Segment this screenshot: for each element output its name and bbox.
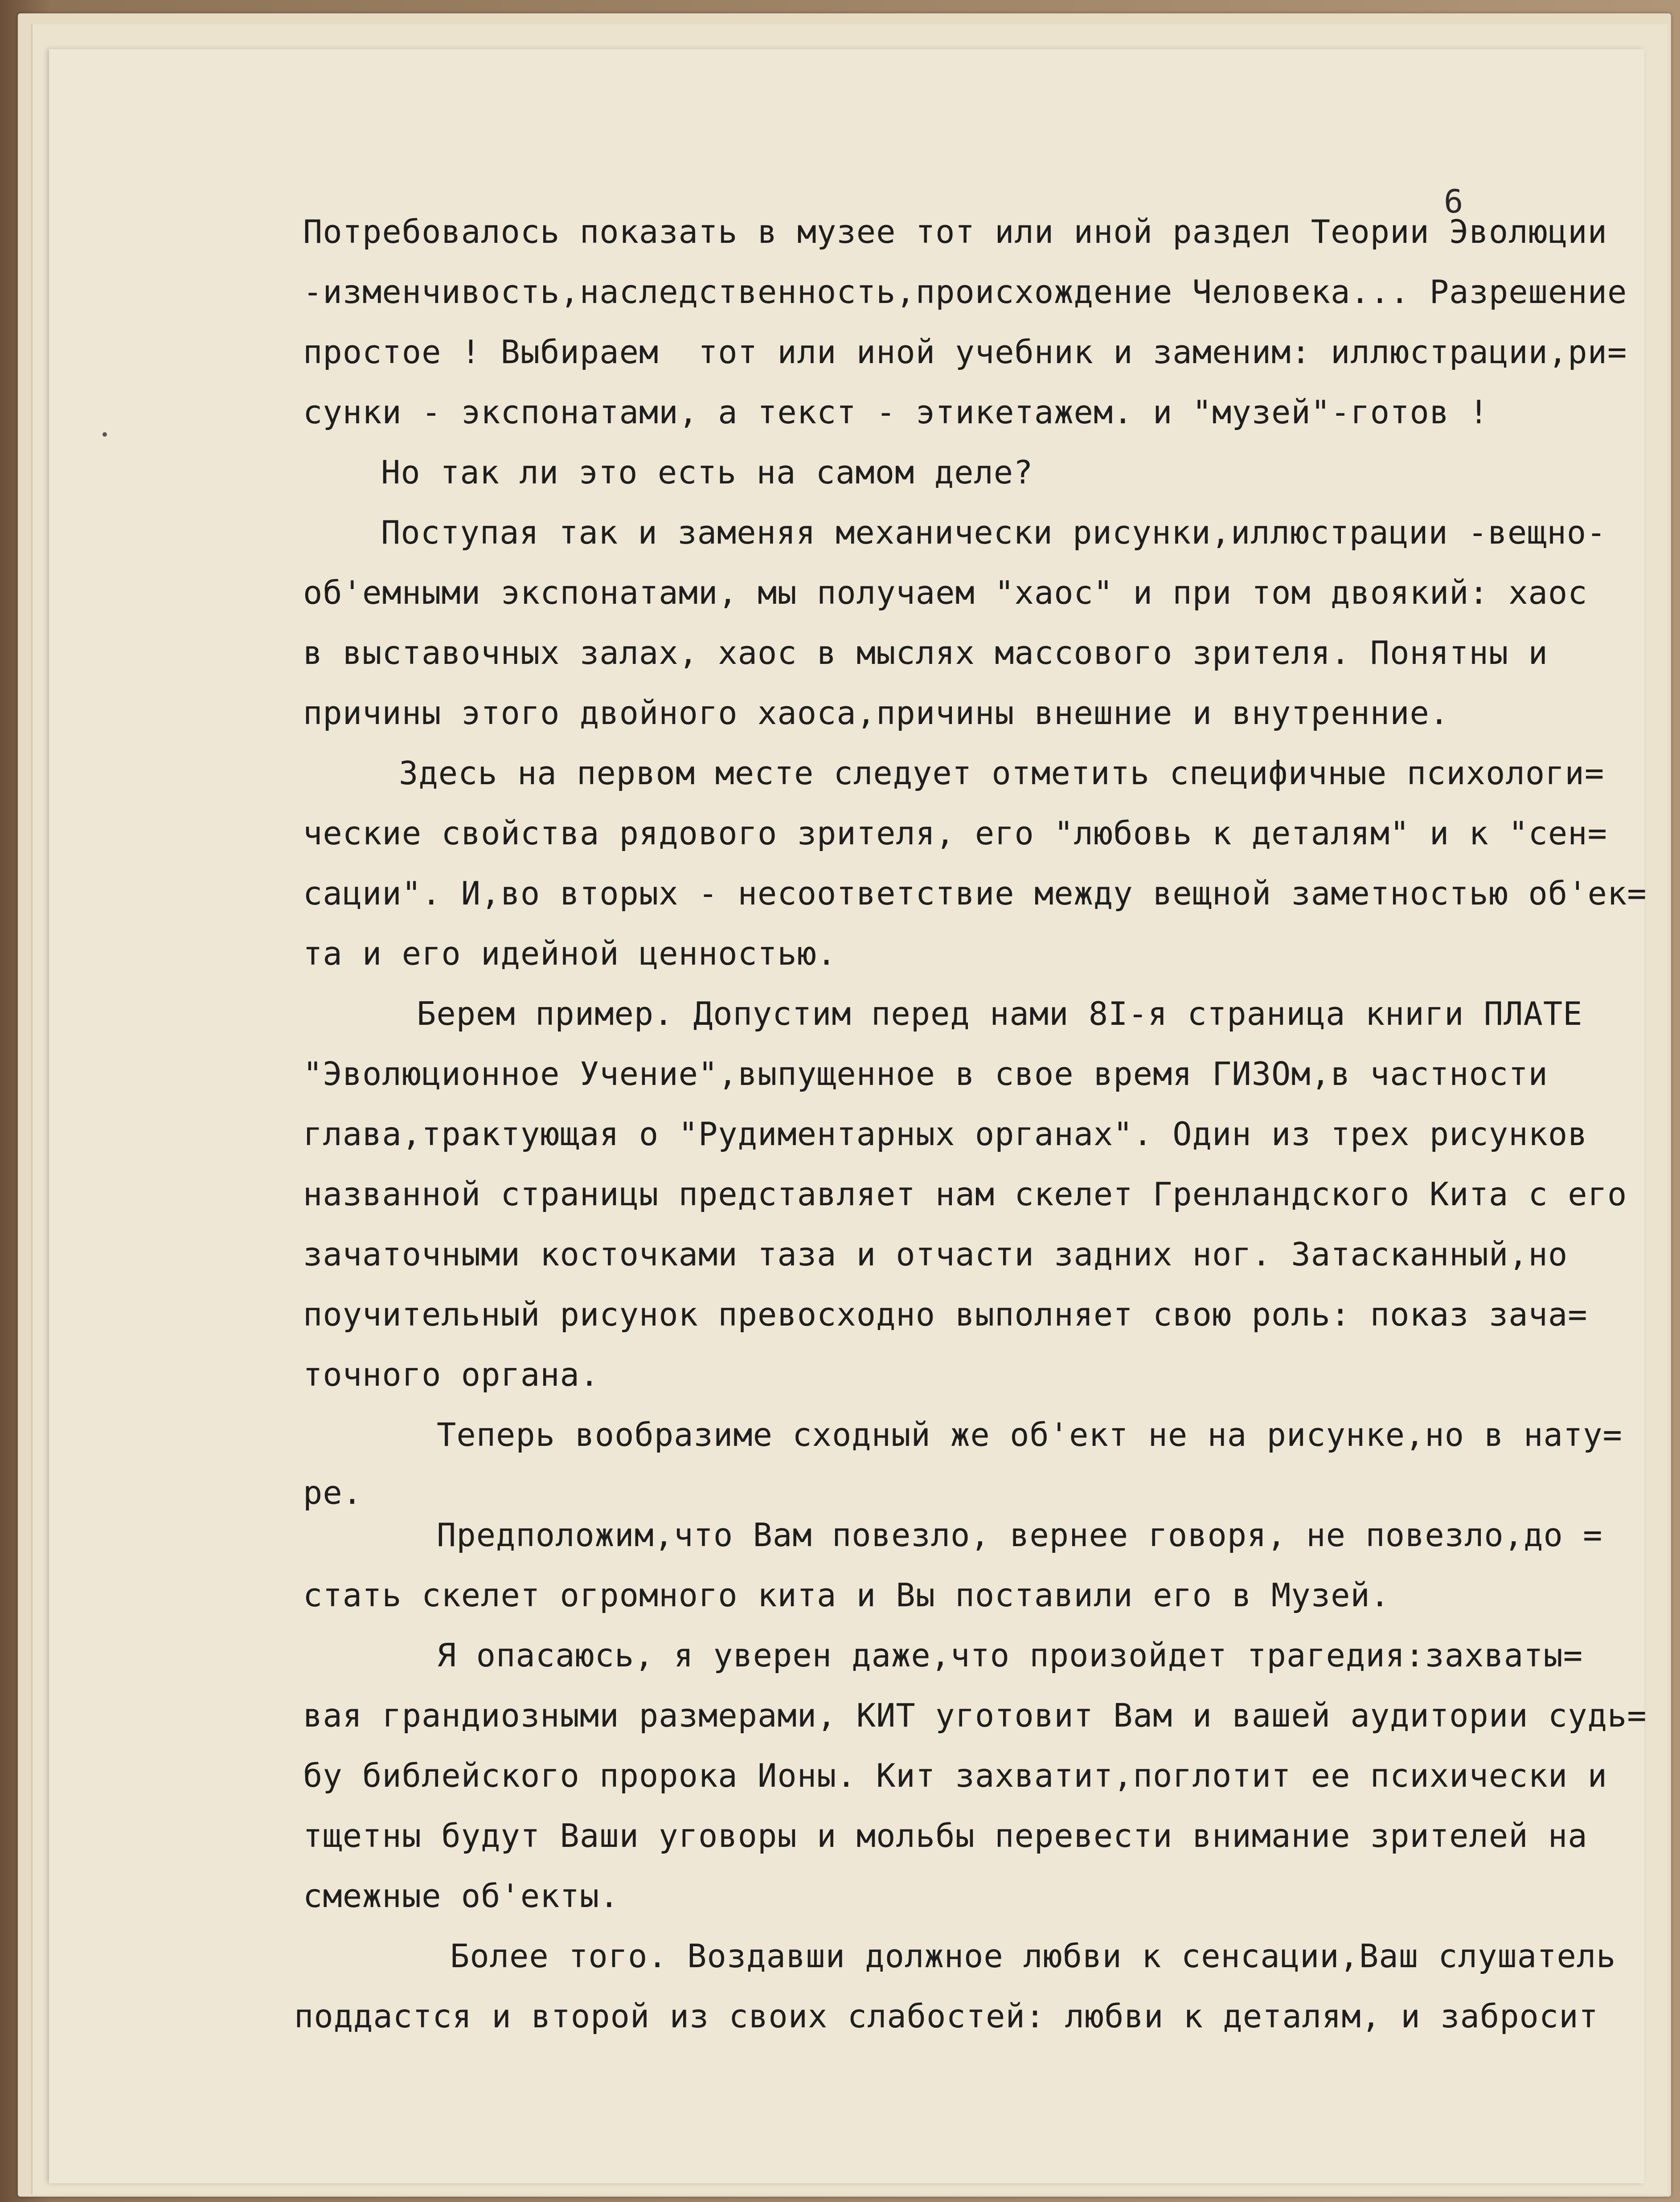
text-line: названной страницы представляет нам скелет Гренландского Кита с его	[303, 1175, 1627, 1213]
text-line: сации". И,во вторых - несоответствие между вещной заметностью об'ек=	[303, 875, 1647, 912]
text-line: Но так ли это есть на самом деле?	[381, 454, 1033, 491]
text-line: "Эволюционное Учение",выпущенное в свое время ГИЗОм,в частности	[303, 1055, 1548, 1093]
text-line: ческие свойства рядового зрителя, его "любовь к деталям" и к "сен=	[303, 814, 1607, 852]
text-line: в выставочных залах, хаос в мыслях массового зрителя. Понятны и	[303, 634, 1548, 671]
text-line: -изменчивость,наследственность,происхождение Человека... Разрешение	[303, 273, 1627, 311]
text-line: простое ! Выбираем тот или иной учебник и заменим: иллюстрации,ри=	[303, 333, 1627, 371]
text-line: сунки - экспонатами, а текст - этикетажем. и "музей"-готов !	[303, 393, 1489, 431]
text-line: Предположим,что Вам повезло, вернее говоря, не повезло,до =	[437, 1516, 1603, 1554]
text-line: Потребовалось показать в музее тот или иной раздел Теории Эволюции	[303, 213, 1607, 250]
text-line: стать скелет огромного кита и Вы поставили его в Музей.	[303, 1576, 1390, 1614]
ink-dot	[102, 432, 107, 437]
text-line: глава,трактующая о "Рудиментарных органах". Один из трех рисунков	[303, 1115, 1588, 1153]
text-line: Теперь вообразиме сходный же об'ект не на рисунке,но в нату=	[437, 1416, 1623, 1453]
text-line: Я опасаюсь, я уверен даже,что произойдет трагедия:захваты=	[437, 1637, 1583, 1674]
text-line: точного органа.	[303, 1356, 600, 1393]
text-line: Берем пример. Допустим перед нами 8I-я страница книги ПЛАТЕ	[417, 995, 1583, 1032]
text-line: Поступая так и заменяя механически рисунки,иллюстрации -вещно-	[381, 514, 1606, 551]
text-line: бу библейского пророка Ионы. Кит захватит,поглотит ее психически и	[303, 1757, 1607, 1794]
text-line: смежные об'екты.	[303, 1877, 619, 1915]
text-line: поучительный рисунок превосходно выполняет свою роль: показ зача=	[303, 1296, 1588, 1333]
text-line: ре.	[303, 1474, 363, 1511]
text-line: причины этого двойного хаоса,причины внешние и внутренние.	[303, 694, 1450, 732]
text-line: Здесь на первом месте следует отметить специфичные психологи=	[399, 754, 1605, 792]
text-line: тщетны будут Ваши уговоры и мольбы перевести внимание зрителей на	[303, 1817, 1588, 1854]
text-line: об'емными экспонатами, мы получаем "хаос" и при том двоякий: хаос	[303, 574, 1588, 611]
page-number: 6	[1444, 183, 1463, 220]
text-line: зачаточными косточками таза и отчасти задних ног. Затасканный,но	[303, 1236, 1568, 1273]
text-line: Более того. Воздавши должное любви к сенсации,Ваш слушатель	[450, 1937, 1616, 1975]
text-line: та и его идейной ценностью.	[303, 935, 837, 972]
text-line: поддастся и второй из своих слабостей: любви к деталям, и забросит	[294, 1997, 1598, 2035]
text-line: вая грандиозными размерами, КИТ уготовит Вам и вашей аудитории судь=	[303, 1697, 1647, 1734]
